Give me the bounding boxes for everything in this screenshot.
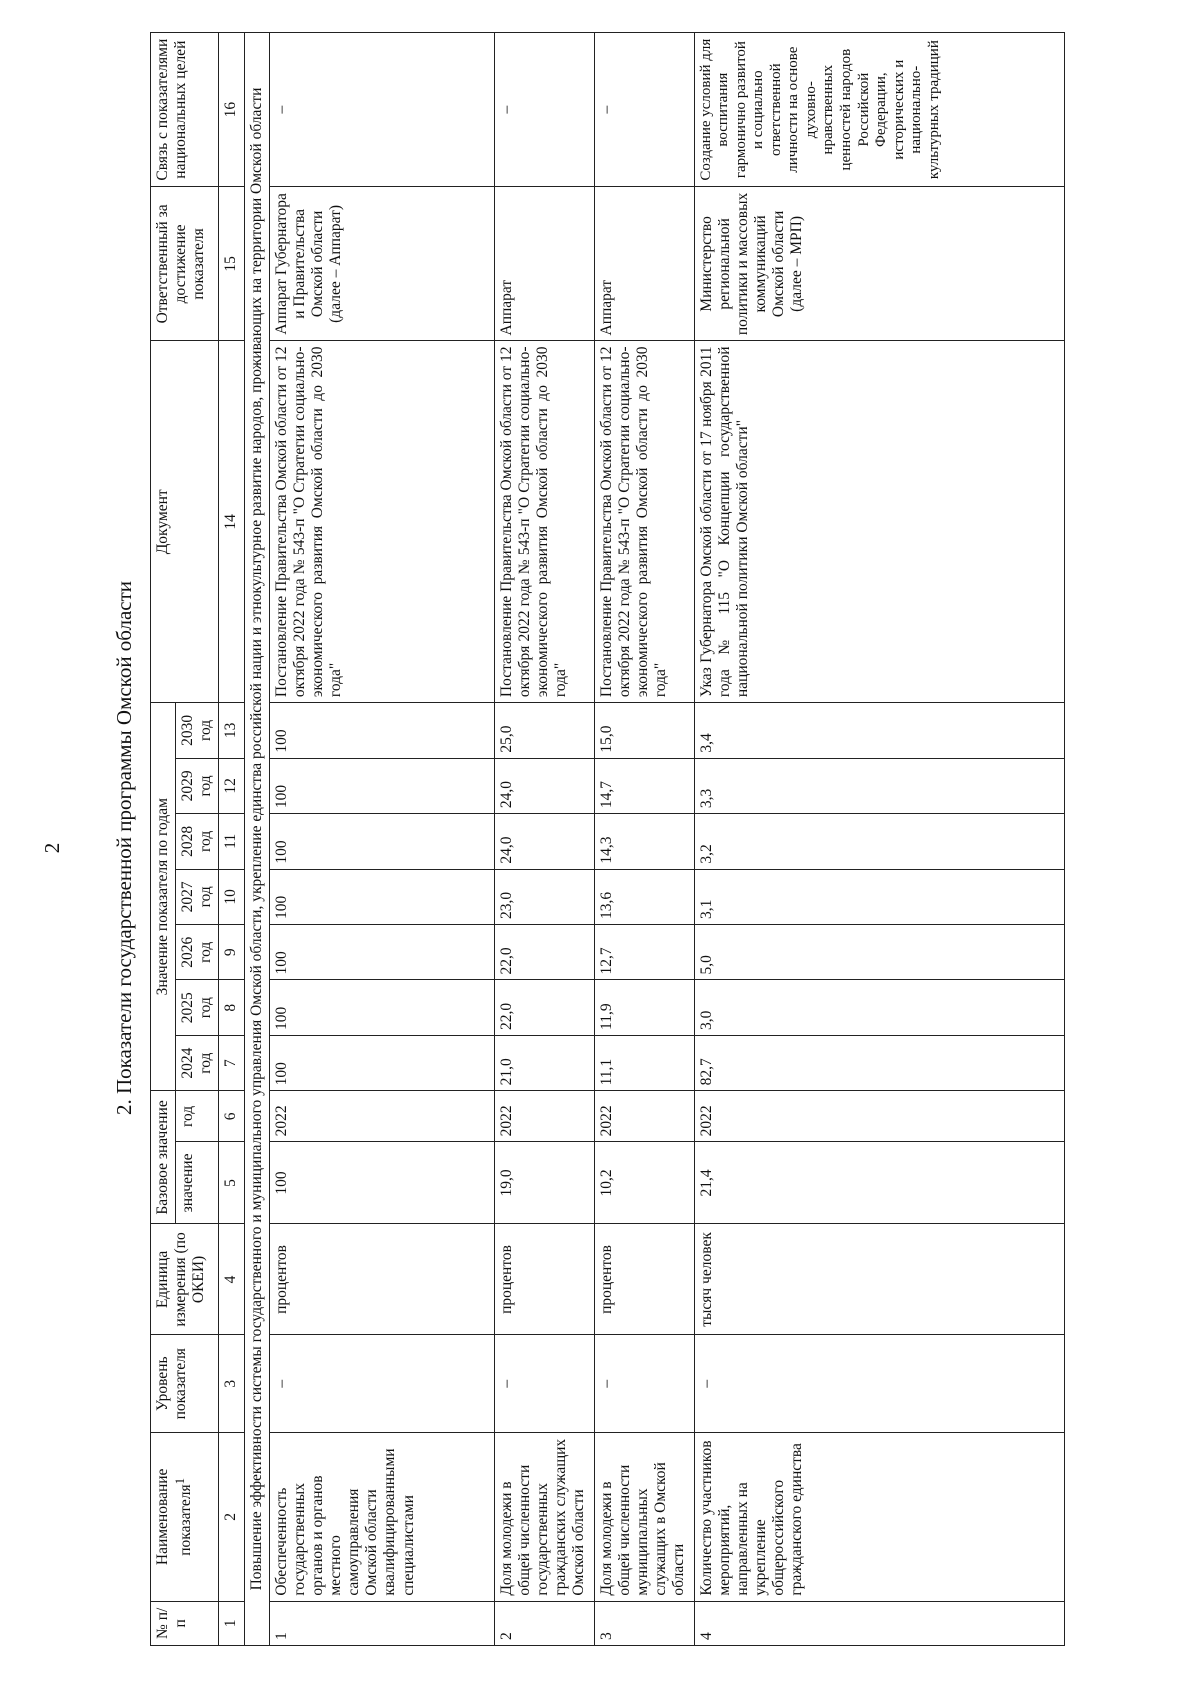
row-value-2030: 100: [269, 703, 494, 759]
section-title: [244, 33, 269, 1646]
row-value-2027: 23,0: [494, 869, 594, 924]
header-unit: Единица измерения (по ОКЕИ): [151, 1224, 219, 1335]
row-base-year: 2022: [694, 1091, 1064, 1142]
row-document: Постановление Правительства Омской области от 12 октября 2022 года № 543-п "О Стратегии социально-экономического развития Омской области до 2030 года": [594, 341, 694, 703]
row-value-2026: 100: [269, 925, 494, 980]
row-level: –: [694, 1335, 1064, 1433]
row-value-2027: 100: [269, 869, 494, 924]
header-document: Документ: [151, 341, 219, 703]
column-number: 14: [219, 341, 244, 703]
row-value-2027: 13,6: [594, 869, 694, 924]
header-name-text: Наименование показателя: [154, 1468, 195, 1566]
row-responsible: Аппарат Губернатора и Правительства Омской области (далее – Аппарат): [269, 187, 494, 341]
column-number: 4: [219, 1224, 244, 1335]
row-value-2026: 5,0: [694, 925, 1064, 980]
row-document: Указ Губернатора Омской области от 17 ноября 2011 года № 115 "О Концепции государственной национальной политики Омской области": [694, 341, 1064, 703]
column-number: 15: [219, 187, 244, 341]
header-link: Связь с показателями национальных целей: [151, 33, 219, 187]
column-number: 8: [219, 980, 244, 1035]
row-value-2024: 21,0: [494, 1035, 594, 1090]
header-years-group: Значение показателя по годам: [151, 703, 176, 1091]
row-value-2030: 15,0: [594, 703, 694, 759]
row-value-2028: 3,2: [694, 814, 1064, 869]
row-value-2025: 22,0: [494, 980, 594, 1035]
row-document: Постановление Правительства Омской области от 12 октября 2022 года № 543-п "О Стратегии социально-экономического развития Омской области до 2030 года": [269, 341, 494, 703]
row-value-2026: 12,7: [594, 925, 694, 980]
row-num: 3: [594, 1601, 694, 1645]
row-level: –: [594, 1335, 694, 1433]
row-unit: тысяч человек: [694, 1224, 1064, 1335]
row-link: –: [494, 33, 594, 187]
column-number: 1: [219, 1601, 244, 1645]
row-value-2025: 11,9: [594, 980, 694, 1035]
row-responsible: Аппарат: [594, 187, 694, 341]
row-responsible: Министерство региональной политики и массовых коммуникаций Омской области (далее – МРП): [694, 187, 1064, 341]
header-year-2028: 2028 год: [176, 814, 219, 869]
header-level: Уровень показателя: [151, 1335, 219, 1433]
row-base-year: 2022: [594, 1091, 694, 1142]
row-value-2029: 14,7: [594, 758, 694, 813]
row-base-value: 100: [269, 1142, 494, 1224]
row-value-2029: 3,3: [694, 758, 1064, 813]
header-base-value: значение: [176, 1142, 219, 1224]
table-row: [269, 33, 494, 1646]
row-value-2030: 3,4: [694, 703, 1064, 759]
header-base-year: год: [176, 1091, 219, 1142]
row-value-2029: 24,0: [494, 758, 594, 813]
row-link: Создание условий для воспитания гармонично развитой и социально ответственной личности на основе духовно-нравственных ценностей народов Российской Федерации, исторических и национально-культурных традиций: [694, 33, 1064, 187]
table-row: [594, 33, 694, 1646]
table-row: [694, 33, 1064, 1646]
row-value-2029: 100: [269, 758, 494, 813]
row-base-value: 10,2: [594, 1142, 694, 1224]
indicators-table: [150, 32, 1065, 1646]
row-value-2030: 25,0: [494, 703, 594, 759]
column-number: 12: [219, 758, 244, 813]
header-year-2029: 2029 год: [176, 758, 219, 813]
row-document: Постановление Правительства Омской области от 12 октября 2022 года № 543-п "О Стратегии социально-экономического развития Омской области до 2030 года": [494, 341, 594, 703]
row-value-2025: 100: [269, 980, 494, 1035]
section-title-text: Повышение эффективности системы государственного и муниципального управления Омской области, укрепление единства российской нации и этнокультурное развитие народов, проживающих на территории Омской области: [247, 87, 265, 1591]
column-number: 2: [219, 1433, 244, 1602]
row-value-2027: 3,1: [694, 869, 1064, 924]
column-number: 13: [219, 703, 244, 759]
column-number: 9: [219, 925, 244, 980]
header-num: № п/п: [151, 1601, 219, 1645]
column-number: 3: [219, 1335, 244, 1433]
column-number: 16: [219, 33, 244, 187]
row-link: –: [594, 33, 694, 187]
header-name: [151, 1433, 219, 1602]
column-number: 7: [219, 1035, 244, 1090]
row-value-2026: 22,0: [494, 925, 594, 980]
header-responsible: Ответственный за достижение показателя: [151, 187, 219, 341]
column-number: 10: [219, 869, 244, 924]
page-title: 2. Показатели государственной программы Омской области: [112, 580, 136, 1116]
row-name: Обеспеченность государственных органов и органов местного самоуправления Омской области квалифицированными специалистами: [269, 1433, 494, 1602]
row-unit: процентов: [494, 1224, 594, 1335]
header-year-2030: 2030 год: [176, 703, 219, 759]
column-number: 6: [219, 1091, 244, 1142]
row-responsible: Аппарат: [494, 187, 594, 341]
row-base-year: 2022: [494, 1091, 594, 1142]
row-unit: процентов: [269, 1224, 494, 1335]
row-value-2024: 100: [269, 1035, 494, 1090]
column-number: 11: [219, 814, 244, 869]
row-unit: процентов: [594, 1224, 694, 1335]
column-number: 5: [219, 1142, 244, 1224]
row-base-value: 21,4: [694, 1142, 1064, 1224]
row-value-2028: 24,0: [494, 814, 594, 869]
page-number: 2: [40, 842, 64, 854]
row-num: 1: [269, 1601, 494, 1645]
row-value-2028: 100: [269, 814, 494, 869]
header-row-1: [151, 33, 176, 1646]
row-link: –: [269, 33, 494, 187]
header-base: Базовое значение: [151, 1091, 176, 1224]
row-level: –: [494, 1335, 594, 1433]
header-year-2025: 2025 год: [176, 980, 219, 1035]
header-name-footnote: 1: [172, 1477, 188, 1485]
header-year-2027: 2027 год: [176, 869, 219, 924]
row-name: Доля молодежи в общей численности муниципальных служащих в Омской области: [594, 1433, 694, 1602]
row-num: 2: [494, 1601, 594, 1645]
header-year-2024: 2024 год: [176, 1035, 219, 1090]
header-year-2026: 2026 год: [176, 925, 219, 980]
row-name: Количество участников мероприятий, направленных на укрепление общероссийского гражданского единства: [694, 1433, 1064, 1602]
row-value-2028: 14,3: [594, 814, 694, 869]
section-row: [244, 33, 269, 1646]
table-row: [494, 33, 594, 1646]
row-base-year: 2022: [269, 1091, 494, 1142]
column-numbers-row: [219, 33, 244, 1646]
row-num: 4: [694, 1601, 1064, 1645]
row-value-2024: 11,1: [594, 1035, 694, 1090]
row-level: –: [269, 1335, 494, 1433]
row-value-2025: 3,0: [694, 980, 1064, 1035]
row-value-2024: 82,7: [694, 1035, 1064, 1090]
row-base-value: 19,0: [494, 1142, 594, 1224]
row-name: Доля молодежи в общей численности государственных гражданских служащих Омской области: [494, 1433, 594, 1602]
